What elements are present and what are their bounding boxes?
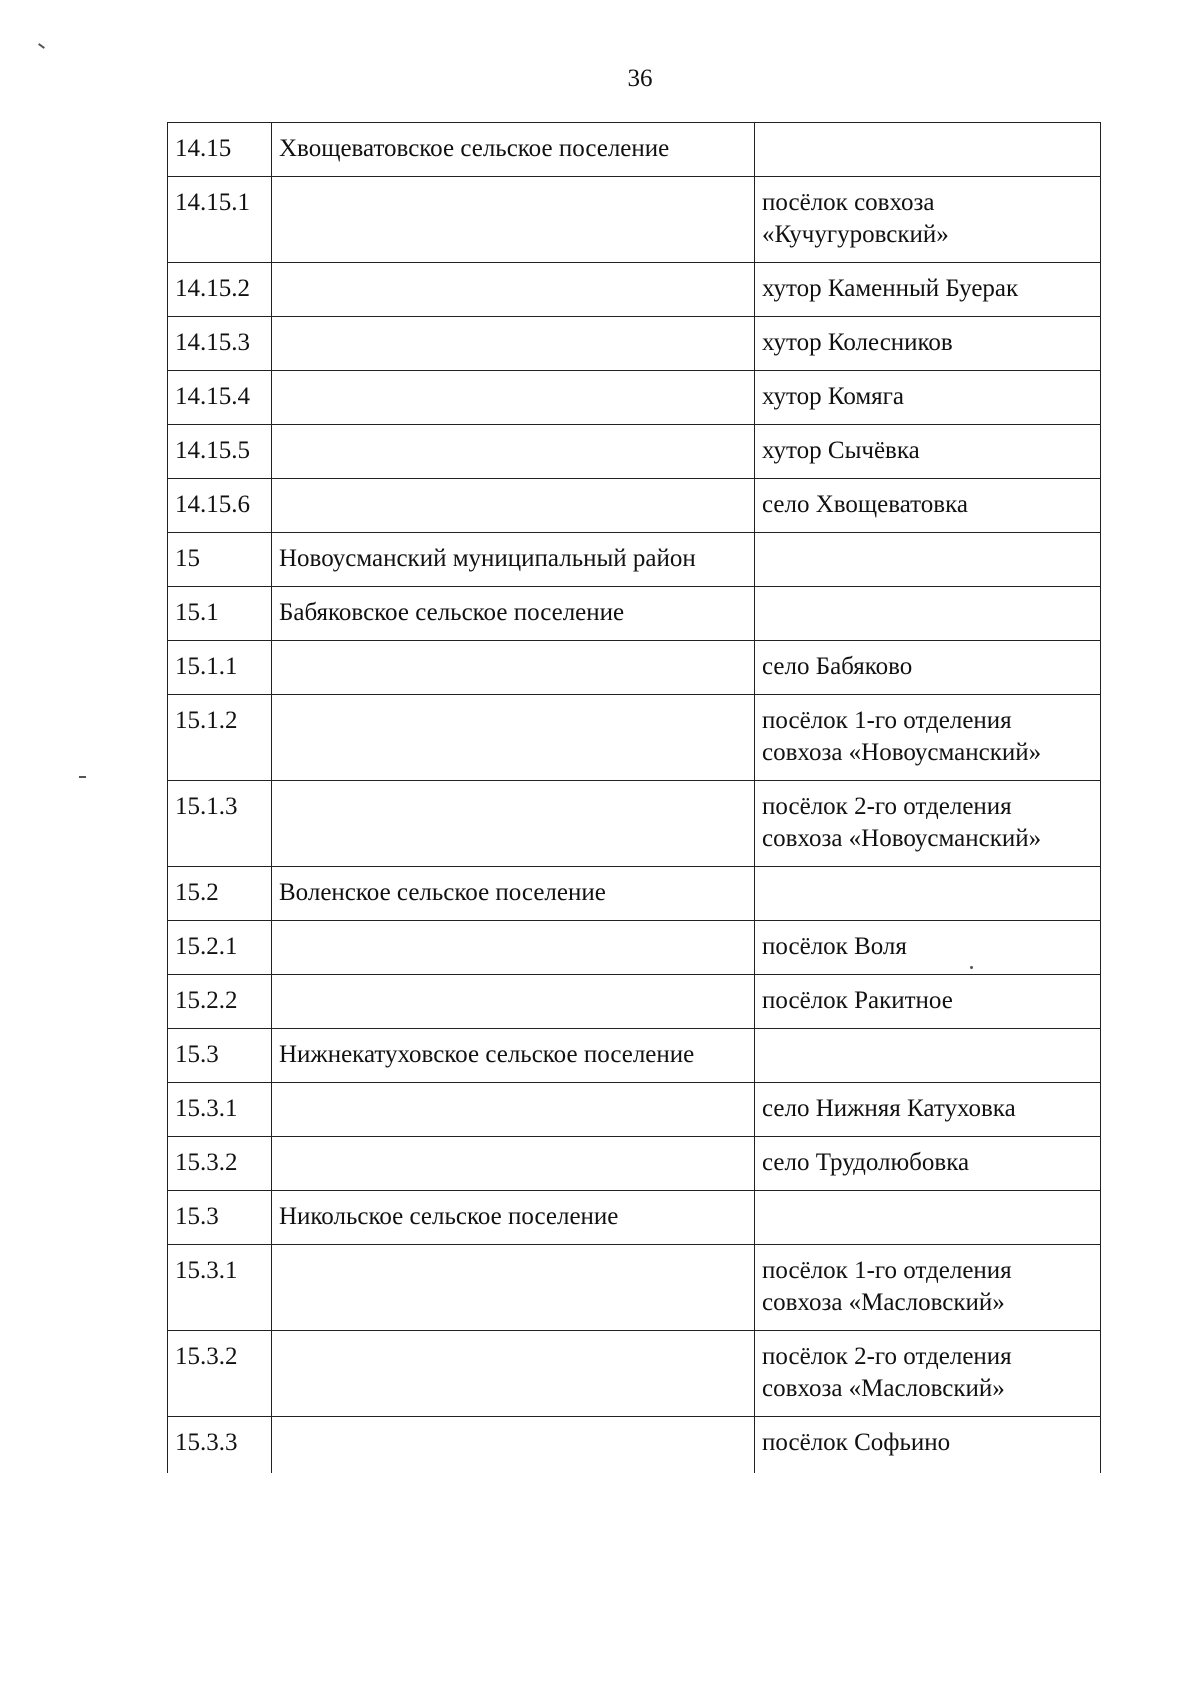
row-settlement: посёлок 1-го отделения совхоза «Масловский» xyxy=(755,1245,1101,1331)
row-code: 15.1.2 xyxy=(168,695,272,781)
row-code: 15.3.2 xyxy=(168,1331,272,1417)
row-municipality xyxy=(272,781,755,867)
table-row xyxy=(168,1029,1101,1083)
row-settlement: посёлок 2-го отделения совхоза «Новоусманский» xyxy=(755,781,1101,867)
row-code: 14.15.4 xyxy=(168,371,272,425)
row-code: 14.15.3 xyxy=(168,317,272,371)
row-code: 15.2.1 xyxy=(168,921,272,975)
row-code: 15.2.2 xyxy=(168,975,272,1029)
page-number: 36 xyxy=(627,65,653,92)
table-row xyxy=(168,479,1101,533)
table-row xyxy=(168,123,1101,177)
row-municipality xyxy=(272,263,755,317)
row-municipality xyxy=(272,1417,755,1473)
table-row xyxy=(168,867,1101,921)
table-row xyxy=(168,1331,1101,1417)
row-settlement: посёлок 2-го отделения совхоза «Масловский» xyxy=(755,1331,1101,1417)
row-code: 15.1.3 xyxy=(168,781,272,867)
row-municipality: Воленское сельское поселение xyxy=(272,867,755,921)
row-code: 15.3.2 xyxy=(168,1137,272,1191)
table-row xyxy=(168,1137,1101,1191)
row-code: 15.1.1 xyxy=(168,641,272,695)
row-code: 14.15.1 xyxy=(168,177,272,263)
table-row xyxy=(168,695,1101,781)
row-municipality xyxy=(272,1137,755,1191)
row-settlement: хутор Комяга xyxy=(755,371,1101,425)
row-municipality xyxy=(272,1245,755,1331)
row-code: 15.1 xyxy=(168,587,272,641)
row-municipality xyxy=(272,317,755,371)
row-code: 15.3 xyxy=(168,1029,272,1083)
table-row xyxy=(168,641,1101,695)
row-code: 15.3.1 xyxy=(168,1245,272,1331)
row-municipality xyxy=(272,921,755,975)
table-row xyxy=(168,371,1101,425)
row-settlement: хутор Сычёвка xyxy=(755,425,1101,479)
row-municipality xyxy=(272,1083,755,1137)
row-code: 15.3.1 xyxy=(168,1083,272,1137)
row-settlement xyxy=(755,1029,1101,1083)
scan-speck xyxy=(79,776,86,778)
row-code: 14.15 xyxy=(168,123,272,177)
row-municipality xyxy=(272,641,755,695)
row-municipality xyxy=(272,371,755,425)
table-row xyxy=(168,1083,1101,1137)
table-row xyxy=(168,587,1101,641)
row-municipality: Бабяковское сельское поселение xyxy=(272,587,755,641)
table-row xyxy=(168,975,1101,1029)
row-municipality xyxy=(272,1331,755,1417)
row-settlement: село Бабяково xyxy=(755,641,1101,695)
table-row xyxy=(168,1245,1101,1331)
row-municipality xyxy=(272,479,755,533)
row-settlement: хутор Каменный Буерак xyxy=(755,263,1101,317)
row-settlement: хутор Колесников xyxy=(755,317,1101,371)
table-row xyxy=(168,533,1101,587)
row-settlement: посёлок Ракитное xyxy=(755,975,1101,1029)
row-settlement xyxy=(755,123,1101,177)
table-row xyxy=(168,921,1101,975)
row-settlement xyxy=(755,867,1101,921)
row-settlement: село Нижняя Катуховка xyxy=(755,1083,1101,1137)
row-code: 15.3.3 xyxy=(168,1417,272,1473)
row-code: 15.2 xyxy=(168,867,272,921)
row-municipality: Хвощеватовское сельское поселение xyxy=(272,123,755,177)
row-municipality: Новоусманский муниципальный район xyxy=(272,533,755,587)
row-municipality: Никольское сельское поселение xyxy=(272,1191,755,1245)
row-code: 14.15.2 xyxy=(168,263,272,317)
row-code: 15 xyxy=(168,533,272,587)
row-municipality: Нижнекатуховское сельское поселение xyxy=(272,1029,755,1083)
table-row xyxy=(168,263,1101,317)
row-settlement: посёлок 1-го отделения совхоза «Новоусманский» xyxy=(755,695,1101,781)
table-row xyxy=(168,177,1101,263)
table-row xyxy=(168,317,1101,371)
row-municipality xyxy=(272,695,755,781)
table-row xyxy=(168,781,1101,867)
row-code: 14.15.5 xyxy=(168,425,272,479)
row-settlement xyxy=(755,587,1101,641)
table-row xyxy=(168,425,1101,479)
row-municipality xyxy=(272,975,755,1029)
row-settlement: село Хвощеватовка xyxy=(755,479,1101,533)
settlements-table xyxy=(167,122,1101,1473)
row-settlement: посёлок совхоза «Кучугуровский» xyxy=(755,177,1101,263)
row-settlement: село Трудолюбовка xyxy=(755,1137,1101,1191)
row-municipality xyxy=(272,177,755,263)
row-settlement xyxy=(755,1191,1101,1245)
table-row xyxy=(168,1191,1101,1245)
table-row xyxy=(168,1417,1101,1473)
scan-speck xyxy=(38,43,45,49)
row-code: 15.3 xyxy=(168,1191,272,1245)
row-settlement: посёлок Софьино xyxy=(755,1417,1101,1473)
row-code: 14.15.6 xyxy=(168,479,272,533)
row-settlement: посёлок Воля xyxy=(755,921,1101,975)
row-municipality xyxy=(272,425,755,479)
row-settlement xyxy=(755,533,1101,587)
